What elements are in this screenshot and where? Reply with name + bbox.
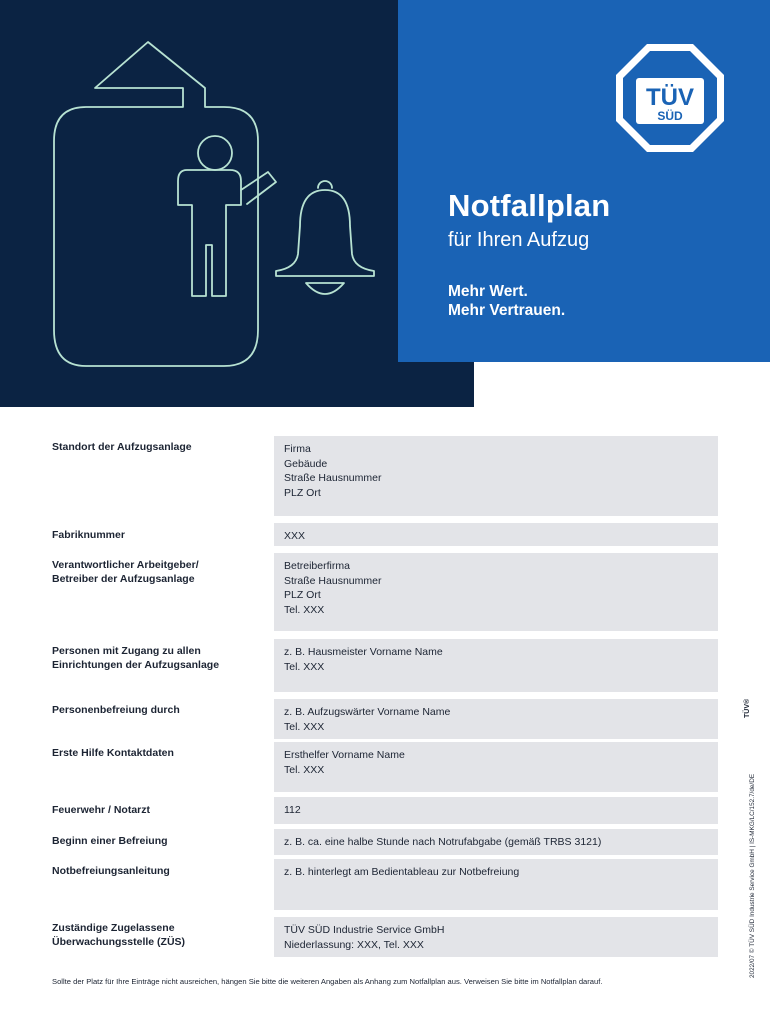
field-value-line: Niederlassung: XXX, Tel. XXX [284, 938, 424, 951]
field-value-line: 112 [284, 804, 301, 816]
side-brand-mark: TÜV® [744, 698, 751, 718]
field-value-line: XXX [284, 530, 306, 542]
field-value-line: Tel. XXX [284, 603, 325, 616]
field-value-line: TÜV SÜD Industrie Service GmbH [284, 924, 445, 936]
field-value-line: Betreiberfirma [284, 560, 350, 572]
page-subtitle: für Ihren Aufzug [448, 229, 590, 251]
field-label-operator: Verantwortlicher Arbeitgeber/ Betreiber der Aufzugsanlage [52, 559, 199, 585]
field-inspection-body[interactable] [274, 917, 718, 957]
field-value-line: Straße Hausnummer [284, 574, 382, 587]
elevator-arrow-icon [54, 42, 258, 366]
document-code: 2022/07 © TÜV SÜD Industrie Service GmbH | IS-MKG/LC/152.7/de/DE [749, 773, 756, 978]
field-location[interactable] [274, 436, 718, 516]
svg-text:TÜV: TÜV [646, 84, 694, 111]
field-value-line: z. B. Hausmeister Vorname Name [284, 646, 443, 658]
field-value-line: z. B. ca. eine halbe Stunde nach Notrufabgabe (gemäß TRBS 3121) [284, 836, 602, 848]
field-label-location: Standort der Aufzugsanlage [52, 441, 192, 453]
slogan-line: Mehr Vertrauen. [448, 302, 566, 319]
page-title: Notfallplan [448, 188, 611, 223]
field-value-line: PLZ Ort [284, 589, 321, 601]
field-value-line: Firma [284, 443, 311, 455]
field-operator[interactable] [274, 553, 718, 631]
field-value-line: Tel. XXX [284, 720, 325, 733]
field-first-aid[interactable] [274, 742, 718, 792]
field-value-line: Gebäude [284, 457, 328, 470]
field-rescue-by[interactable] [274, 699, 718, 739]
field-label-rescue-start: Beginn einer Befreiung [52, 835, 168, 847]
field-value-line: Straße Hausnummer [284, 472, 382, 484]
alarm-bell-icon [276, 181, 374, 294]
field-label-access-persons: Personen mit Zugang zu allen Einrichtungen der Aufzugsanlage [52, 645, 220, 671]
field-label-rescue-by: Personenbefreiung durch [52, 704, 180, 716]
svg-text:SÜD: SÜD [657, 109, 683, 123]
slogan-line: Mehr Wert. [448, 283, 528, 300]
slogan [448, 282, 565, 320]
field-rescue-instructions[interactable] [274, 859, 718, 910]
field-label-serial-number: Fabriknummer [52, 529, 125, 541]
field-serial-number[interactable] [274, 523, 718, 546]
field-value-line: Ersthelfer Vorname Name [284, 749, 405, 761]
footnote: Sollte der Platz für Ihre Einträge nicht ausreichen, hängen Sie bitte die weiteren Angaben als Anhang zum Notfallplan aus. Verweisen Sie bitte im Notfallplan darauf. [52, 977, 603, 986]
field-label-inspection-body: Zuständige Zugelassene Überwachungsstelle (ZÜS) [52, 922, 186, 948]
field-value-line: PLZ Ort [284, 486, 321, 499]
field-fire-department[interactable] [274, 797, 718, 824]
field-value-line: z. B. hinterlegt am Bedientableau zur Notbefreiung [284, 866, 520, 878]
field-rescue-start[interactable] [274, 829, 718, 855]
tuv-sud-logo [614, 42, 726, 154]
field-label-first-aid: Erste Hilfe Kontaktdaten [52, 747, 174, 759]
field-access-persons[interactable] [274, 639, 718, 692]
field-label-rescue-instructions: Notbefreiungsanleitung [52, 865, 170, 877]
field-value-line: Tel. XXX [284, 763, 325, 776]
person-icon [178, 136, 276, 296]
field-value-line: Tel. XXX [284, 660, 325, 673]
field-label-fire-department: Feuerwehr / Notarzt [52, 804, 151, 816]
field-value-line: z. B. Aufzugswärter Vorname Name [284, 706, 451, 718]
